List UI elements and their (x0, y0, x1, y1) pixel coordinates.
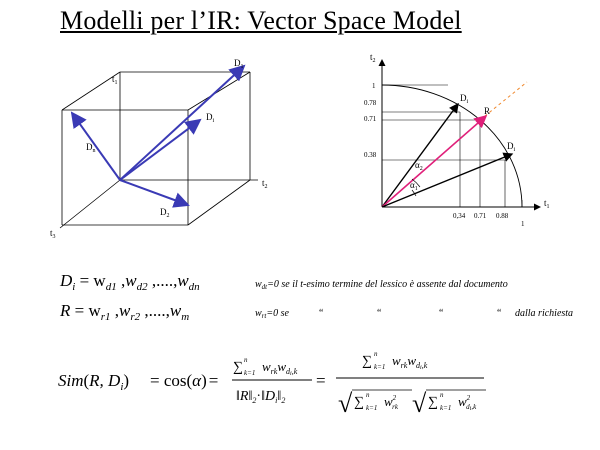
svg-text:∑: ∑ (362, 354, 372, 369)
svg-text:n: n (440, 391, 444, 399)
vector-label-di: $D_i$ (206, 112, 215, 124)
formula-di-definition: $D_i$ = $w_{d1}$ $,w_{d2}$ $,....,w_{dn}$ (60, 271, 200, 293)
svg-text:w2rk: $w^2$ rk (384, 394, 399, 411)
svg-text:Sim(R, Di): Sim(R, $D_i$) (58, 371, 130, 393)
note-wdt: $w_{dt}=0$ se il t-esimo termine del lessico è assente dal documento (255, 279, 508, 291)
note-quote-1: “ (318, 308, 324, 319)
svg-text:= cos(α)=: = cos(α) = (150, 371, 219, 390)
svg-text:∑: ∑ (428, 395, 438, 410)
svg-text:∑: ∑ (233, 360, 243, 375)
right-label-di-bottom: $D_i$ (507, 141, 516, 153)
svg-text:n: n (244, 356, 248, 364)
left-axis-label-t2: $t_2$ (262, 178, 268, 190)
svg-text:√: √ (338, 389, 353, 418)
svg-text:‖R‖2·‖Di‖2: $‖R‖_2\cdot‖D_i‖_2$ (236, 389, 286, 405)
note-tail: dalla richiesta (515, 308, 574, 319)
svg-text:n: n (374, 350, 378, 358)
svg-text:√: √ (412, 389, 427, 418)
x-tick-088: 0.88 (496, 212, 509, 220)
svg-text:k=1: k=1 (440, 404, 452, 412)
y-tick-071: 0.71 (364, 115, 377, 123)
vector-label-d2: $D_2$ (160, 207, 170, 219)
x-tick-071: 0.71 (474, 212, 487, 220)
svg-text:k=1: k=1 (366, 404, 378, 412)
svg-text:∑: ∑ (354, 395, 364, 410)
slide-title: Modelli per l’IR: Vector Space Model (60, 6, 462, 35)
right-x-axis-label: $t_1$ (544, 198, 550, 210)
svg-text:wrkwdi,k: $w_{rk}w_di,k$ (392, 353, 428, 371)
vector-label-dn: $D_n$ (86, 142, 96, 154)
svg-text:k=1: k=1 (244, 369, 256, 377)
note-quote-2: “ (376, 308, 382, 319)
y-tick-078: 0.78 (364, 99, 377, 107)
left-axis-label-t3: $t_3$ (50, 228, 56, 240)
left-axis-label-t1: $t_1$ (112, 74, 118, 86)
svg-text:k=1: k=1 (374, 363, 386, 371)
right-y-axis-label: $t_2$ (370, 52, 376, 64)
right-label-di-top: $D_i$ (460, 93, 469, 105)
y-tick-038: 0.38 (364, 151, 377, 159)
x-tick-1: 1 (521, 220, 525, 228)
y-tick-1: 1 (372, 82, 376, 90)
angle-label-alpha2: $\alpha_2$ (415, 160, 423, 172)
note-quote-3: “ (438, 308, 444, 319)
angle-label-alpha1: $\alpha_1$ (410, 180, 418, 192)
svg-text:wrkwdi,k: $w_{rk}w_di,k$ (262, 359, 298, 377)
x-tick-034: 0,34 (453, 212, 466, 220)
right-label-r: R (484, 106, 491, 116)
svg-text:=: = (316, 371, 326, 390)
svg-text:w2di,k: $w^2$ di,k (458, 394, 477, 412)
vector-label-d1: $D_1$ (234, 58, 244, 70)
note-wrt: $w_{rt}=0$ se (255, 308, 289, 320)
note-quote-4: “ (496, 308, 502, 319)
svg-text:n: n (366, 391, 370, 399)
formula-similarity (58, 350, 486, 418)
formula-r-definition: R = $w_{r1}$ $,w_{r2}$ $,....,w_m$ (60, 301, 190, 323)
